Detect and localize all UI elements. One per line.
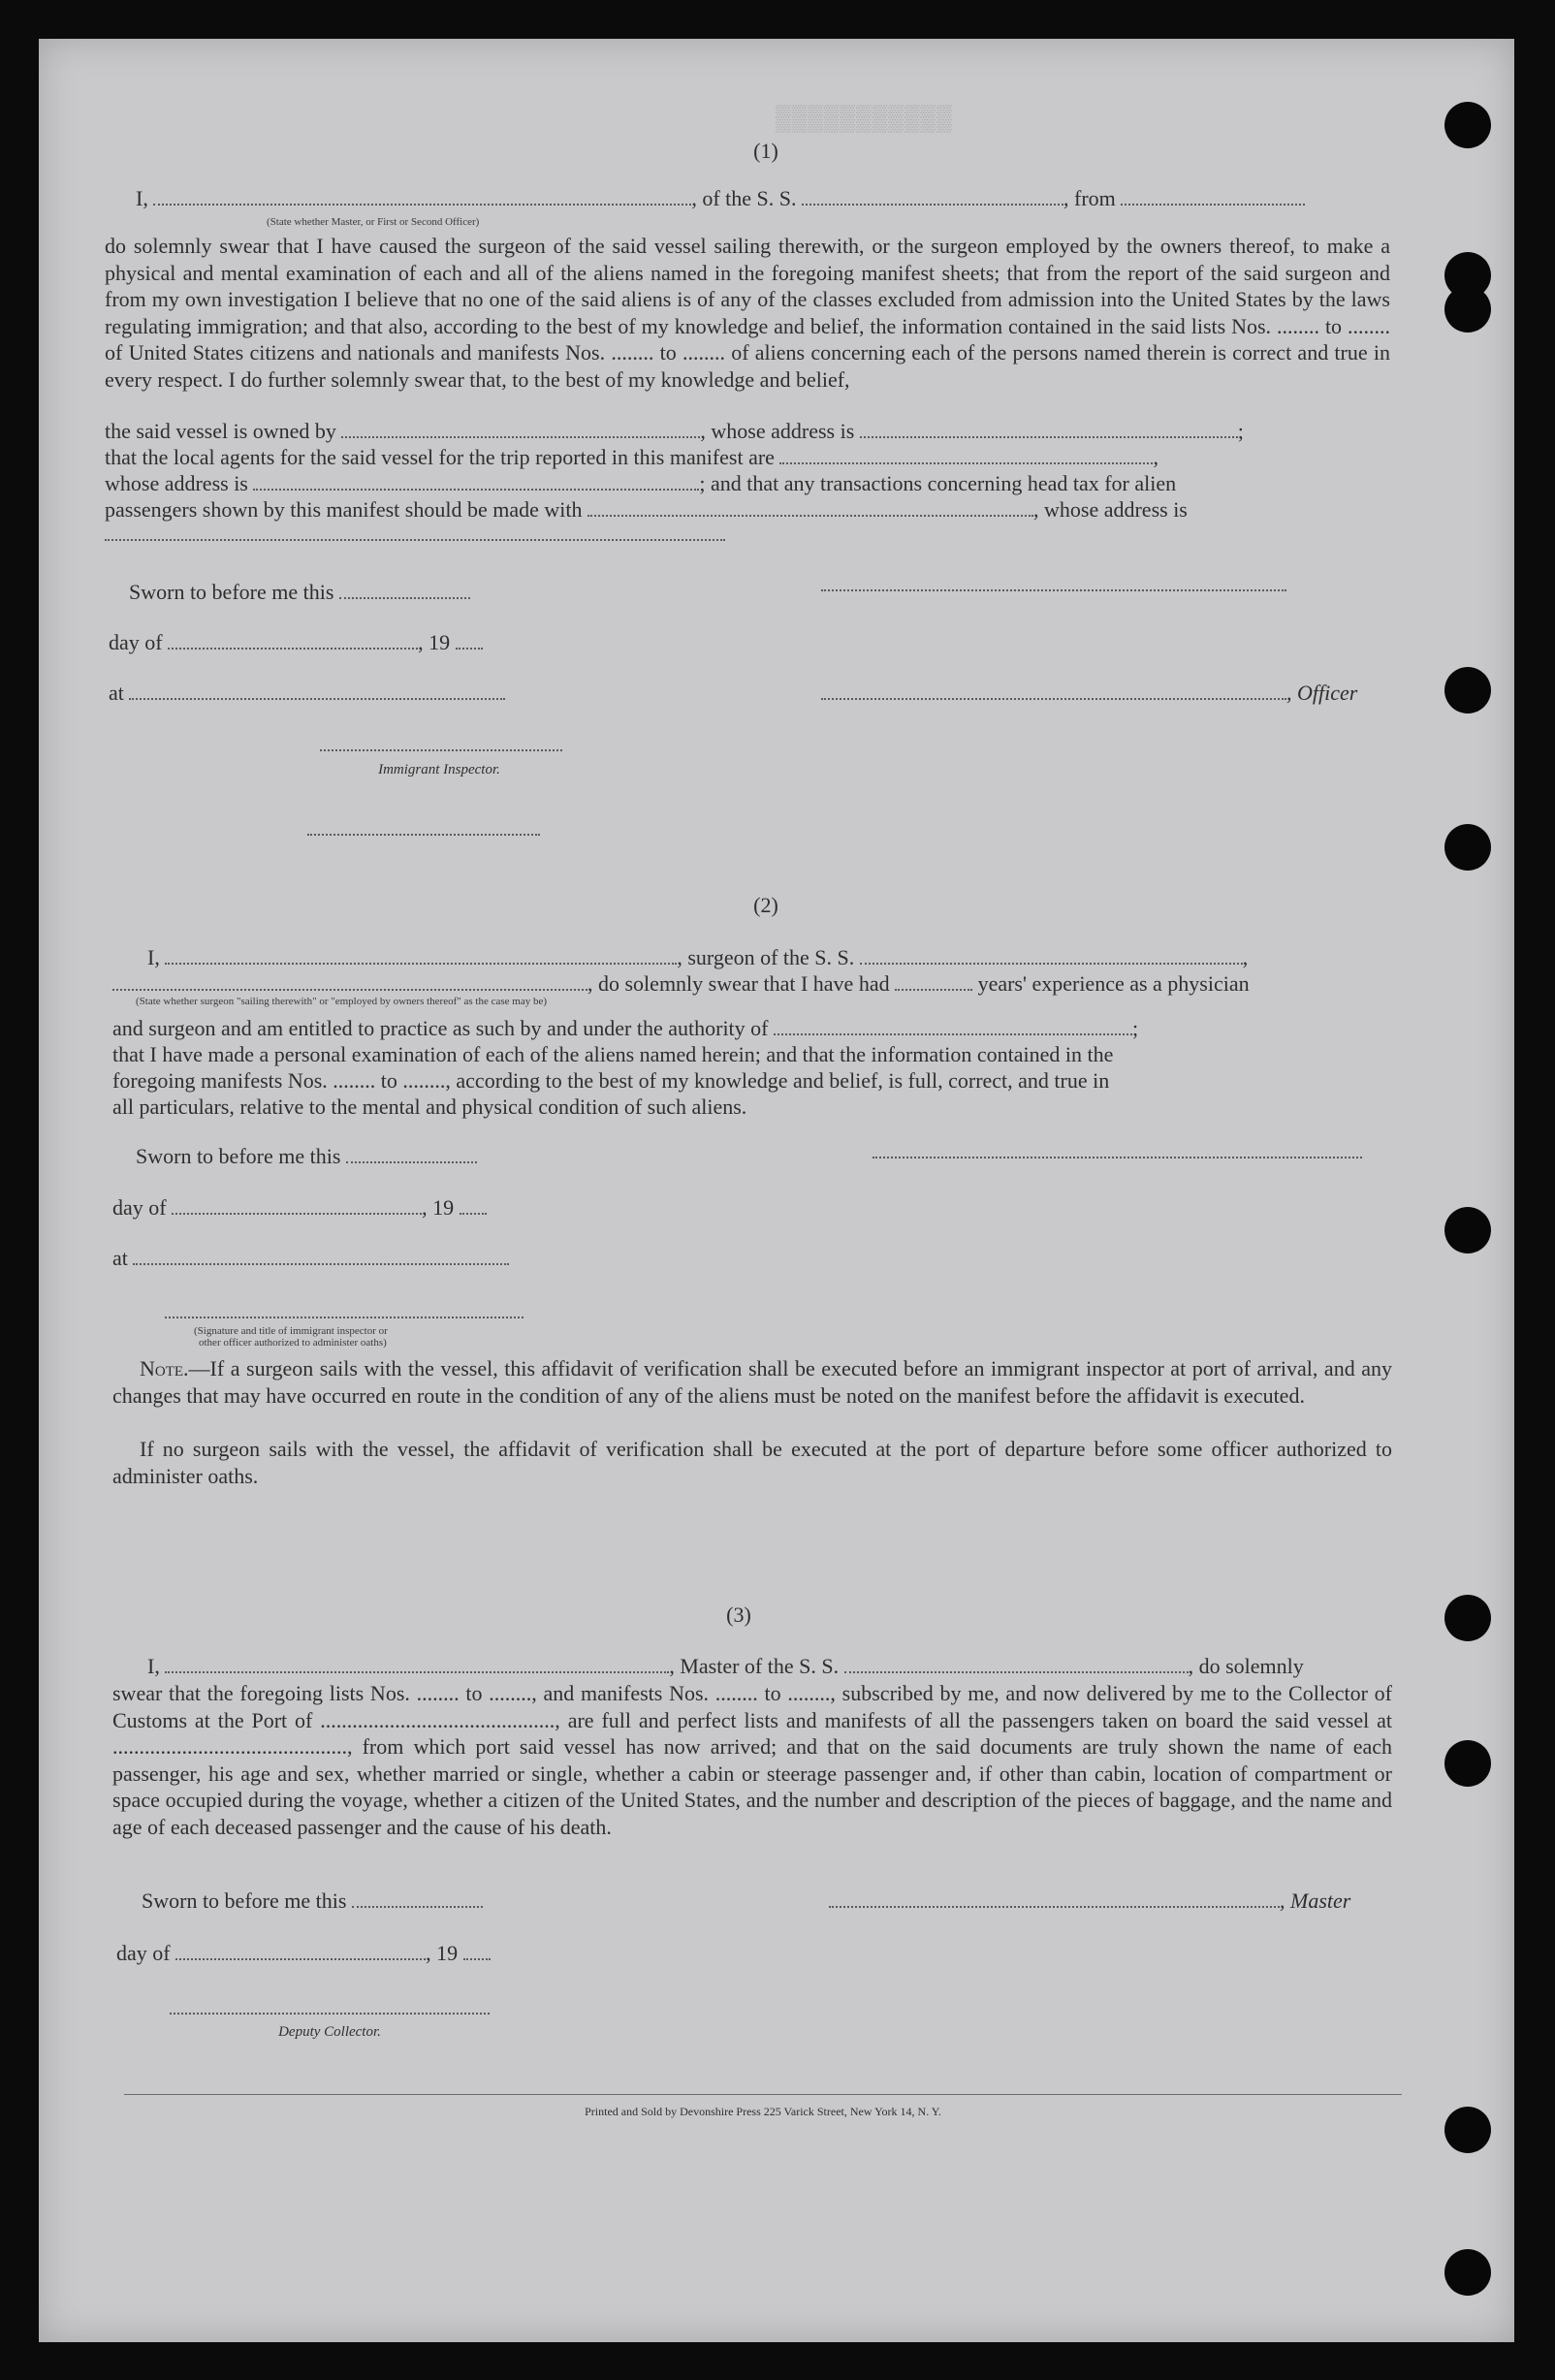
label-whose-address: , whose address is — [700, 419, 855, 443]
sworn-line-3 — [142, 1888, 483, 1914]
label-master: , Master — [1280, 1888, 1351, 1913]
label-transactions: ; and that any transactions concerning head tax for alien — [699, 471, 1177, 495]
label-19: , 19 — [426, 1941, 459, 1965]
local-agents-field[interactable] — [779, 449, 1153, 464]
label-at: at — [109, 681, 124, 705]
punch-hole — [1444, 2107, 1491, 2153]
punch-hole — [1444, 2249, 1491, 2296]
punch-hole — [1444, 667, 1491, 714]
owner-field[interactable] — [341, 423, 700, 438]
place-field[interactable] — [129, 684, 505, 700]
head-tax-address-field[interactable] — [105, 539, 725, 541]
label-i: I, — [147, 945, 160, 969]
owner-address-field[interactable] — [860, 423, 1238, 438]
label-19: , 19 — [422, 1195, 455, 1220]
label-i: I, — [136, 186, 148, 210]
month-field[interactable] — [168, 634, 418, 650]
surgeon-status-field[interactable] — [112, 975, 587, 991]
master-name-field[interactable] — [153, 190, 691, 206]
surgeon-line: I, , surgeon of the S. S. , — [147, 945, 1249, 969]
label-at: at — [112, 1246, 128, 1270]
master-line-3 — [147, 1654, 1304, 1679]
signature-note-2: other officer authorized to administer oaths) — [199, 1337, 387, 1349]
label-i: I, — [147, 1654, 160, 1678]
label-owned-by: the said vessel is owned by — [105, 419, 336, 443]
inspector-label: Immigrant Inspector. — [378, 762, 500, 777]
at-line-2 — [112, 1246, 509, 1271]
officer-line — [821, 681, 1357, 706]
surgeon-body-3: foregoing manifests Nos. ........ to ........, according to the best of my knowledge and belief, is full, correct, and true in — [112, 1068, 1110, 1093]
surgeon-status-note: (State whether surgeon "sailing therewith" or "employed by owners thereof" as the case may be) — [136, 996, 548, 1007]
place-field[interactable] — [133, 1250, 509, 1265]
label-authority: and surgeon and am entitled to practice as such by and under the authority of — [112, 1016, 769, 1040]
surgeon-name-field[interactable] — [165, 949, 677, 965]
label-officer: , Officer — [1286, 681, 1358, 705]
year-field[interactable] — [463, 1945, 491, 1960]
sworn-line-1 — [129, 580, 470, 605]
agents-address-line — [105, 471, 1176, 496]
sworn-day-field[interactable] — [339, 584, 470, 599]
punch-hole — [1444, 286, 1491, 333]
deputy-label: Deputy Collector. — [278, 2024, 381, 2040]
origin-port-field[interactable] — [1121, 190, 1305, 206]
form-page — [39, 39, 1514, 2342]
label-do-solemnly: , do solemnly — [1188, 1654, 1304, 1678]
section-3-number: (3) — [726, 1603, 751, 1627]
label-sworn: Sworn to before me this — [136, 1144, 341, 1168]
note-label: Note. — [140, 1356, 189, 1380]
label-day-of: day of — [109, 630, 163, 654]
master-declaration-line — [136, 186, 1305, 211]
label-do-solemnly: , do solemnly swear that I have had — [587, 971, 890, 996]
punch-hole — [1444, 824, 1491, 871]
surgeon-signature-field[interactable] — [873, 1157, 1362, 1158]
label-day-of: day of — [112, 1195, 167, 1220]
year-field[interactable] — [456, 634, 483, 650]
authority-field[interactable] — [774, 1020, 1132, 1035]
punch-hole — [1444, 1207, 1491, 1253]
vessel-name-field[interactable] — [844, 1658, 1189, 1673]
sworn-day-field[interactable] — [346, 1148, 477, 1163]
month-field[interactable] — [172, 1199, 422, 1215]
section-1-body: do solemnly swear that I have caused the surgeon of the said vessel sailing therewith, or the surgeon employed by the owners thereof, to make a physical and mental examination of each and all of the aliens named in the foregoing manifest sheets; that from the report of the said surgeon and from my own investigation I believe that no one of the said aliens is of any of the classes excluded from admission into the United States by the laws regulating immigration; and that also, according to the best of my knowledge and belief, the information contained in the said lists Nos. ........ to ........ of United States citizens and nationals and manifests Nos. ........ to ........ of aliens concerning each of the persons named therein is correct and true in every respect. I do further solemnly swear that, to the best of my knowledge and belief, — [105, 234, 1390, 392]
label-local-agents: that the local agents for the said vessel for the trip reported in this manifest are — [105, 445, 775, 469]
officer-signature-field[interactable] — [821, 684, 1286, 700]
deputy-signature-field[interactable] — [170, 2013, 490, 2015]
surgeon-body-4: all particulars, relative to the mental and physical condition of such aliens. — [112, 1095, 747, 1119]
years-field[interactable] — [895, 975, 972, 991]
day-of-line-1 — [109, 630, 483, 655]
section-1-number: (1) — [753, 139, 778, 163]
punch-hole — [1444, 1740, 1491, 1787]
label-sworn: Sworn to before me this — [142, 1888, 347, 1913]
label-master-of: , Master of the S. S. — [669, 1654, 840, 1678]
inspector-signature-field-2[interactable] — [165, 1317, 524, 1318]
label-from: , from — [1063, 186, 1116, 210]
day-of-line-3 — [116, 1941, 491, 1966]
divider-dots — [307, 834, 540, 836]
bleed-through-text: ▒▒▒▒▒▒▒▒▒▒▒ — [776, 105, 953, 134]
head-tax-agent-field[interactable] — [587, 501, 1033, 517]
agents-line: that the local agents for the said vessel for the trip reported in this manifest are , — [105, 445, 1158, 469]
day-of-line-2 — [112, 1195, 487, 1221]
master-name-field[interactable] — [165, 1658, 669, 1673]
owner-line: the said vessel is owned by , whose address is ; — [105, 419, 1244, 443]
section-3-body: swear that the foregoing lists Nos. ........ to ........, and manifests Nos. ........ to ........, subscribed by me, and now delivered by me to the Collector of Customs at the Port of ............................................, are full and perfect lists and manifests of all the passengers taken on board the said vessel at ............................................, from which port said vessel has now arrived; and that on the said documents are truly shown the name of each passenger, his age and sex, whether married or single, whether a cabin or steerage passenger and, if other than cabin, location of compartment or space occupied during the voyage, whether a citizen of the United States, and the number and description of the pieces of baggage, and the name and age of each deceased passenger and the cause of his death. — [112, 1681, 1392, 1839]
inspector-signature-field[interactable] — [320, 749, 562, 751]
label-19: , 19 — [418, 630, 451, 654]
master-signature-line — [829, 1888, 1350, 1914]
label-surgeon-of: , surgeon of the S. S. — [677, 945, 855, 969]
label-whose-address-is-2: , whose address is — [1033, 497, 1188, 522]
sworn-line-2 — [136, 1144, 477, 1169]
sworn-day-field[interactable] — [352, 1892, 483, 1908]
agents-address-field[interactable] — [253, 475, 699, 491]
master-signature-field[interactable] — [829, 1892, 1280, 1908]
label-day-of: day of — [116, 1941, 171, 1965]
at-line-1 — [109, 681, 505, 706]
label-years-experience: years' experience as a physician — [977, 971, 1250, 996]
note-paragraph — [112, 1355, 1392, 1409]
year-field[interactable] — [460, 1199, 487, 1215]
passengers-line — [105, 497, 1188, 523]
note-text: —If a surgeon sails with the vessel, this affidavit of verification shall be executed before an immigrant inspector at port of arrival, and any changes that may have occurred en route in the condition of any of the aliens must be noted on the manifest before the affidavit is executed. — [112, 1356, 1392, 1408]
label-of-the-ss: , of the S. S. — [691, 186, 797, 210]
surgeon-vessel-field[interactable] — [860, 949, 1243, 965]
month-field[interactable] — [175, 1945, 426, 1960]
label-passengers: passengers shown by this manifest should be made with — [105, 497, 583, 522]
surgeon-body-2: that I have made a personal examination of each of the aliens named herein; and that the information contained in the — [112, 1042, 1114, 1066]
master-rank-note: (State whether Master, or First or Second Officer) — [267, 216, 480, 228]
experience-line — [112, 971, 1250, 997]
note-paragraph-2: If no surgeon sails with the vessel, the affidavit of verification shall be executed at the port of departure before some officer authorized to administer oaths. — [112, 1437, 1392, 1488]
printer-imprint: Printed and Sold by Devonshire Press 225 Varick Street, New York 14, N. Y. — [585, 2105, 941, 2118]
vessel-name-field[interactable] — [802, 190, 1063, 206]
signature-field-1[interactable] — [821, 589, 1286, 591]
label-whose-address-is: whose address is — [105, 471, 248, 495]
section-2-number: (2) — [753, 893, 778, 917]
signature-note-1: (Signature and title of immigrant inspector or — [194, 1325, 388, 1337]
punch-hole — [1444, 1595, 1491, 1641]
surgeon-authority-line: and surgeon and am entitled to practice as such by and under the authority of ; — [112, 1016, 1139, 1040]
punch-hole — [1444, 102, 1491, 148]
label-sworn: Sworn to before me this — [129, 580, 334, 604]
footer-rule — [124, 2094, 1402, 2095]
